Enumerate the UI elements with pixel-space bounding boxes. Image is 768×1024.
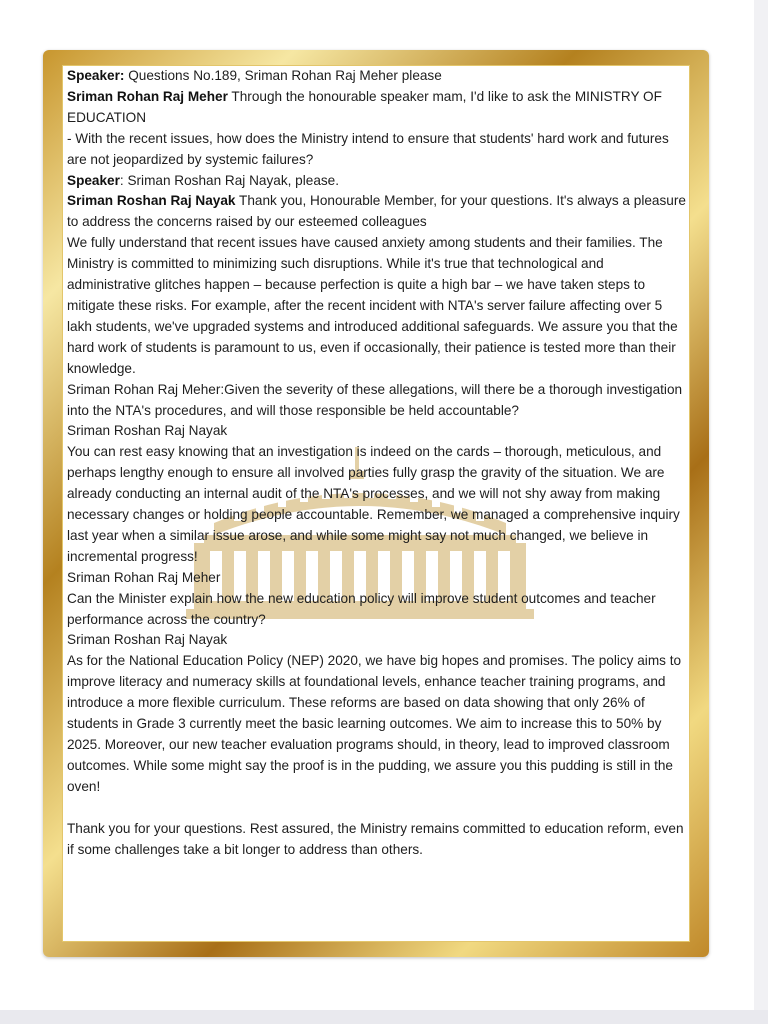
line-text: : Sriman Roshan Raj Nayak, please. (119, 172, 340, 188)
transcript-line (67, 66, 686, 87)
transcript-line (67, 651, 686, 797)
speaker-name: Sriman Rohan Raj Meher (67, 88, 228, 104)
transcript-line (67, 191, 686, 233)
transcript-line (67, 380, 686, 422)
page-edge-bottom (0, 1010, 768, 1024)
transcript (67, 66, 686, 860)
line-text: Thank you for your questions. Rest assured, the Ministry remains committed to education reform, even if some challenges take a bit longer to address than others. (67, 820, 684, 857)
gold-frame (43, 50, 709, 957)
transcript-line (67, 233, 686, 379)
speaker-name: Speaker: (67, 68, 125, 83)
transcript-line (67, 129, 686, 171)
transcript-line (67, 171, 686, 192)
paragraph-gap (67, 798, 686, 819)
transcript-line (67, 819, 686, 861)
page-edge-right (754, 0, 768, 1024)
line-text: We fully understand that recent issues have caused anxiety among students and their families. The Ministry is committed to minimizing such disruptions. While it's true that technological and administrative glitches happen – because perfection is quite a high bar – we have taken steps to mitigate these risks. For example, after the recent incident with NTA's server failure affecting over 5 lakh students, we've upgraded systems and introduced additional safeguards. We assure you that the hard work of students is paramount to us, even if occasionally, their patience is tested more than their knowledge. (67, 235, 678, 376)
document-panel (62, 65, 690, 942)
transcript-line (67, 87, 686, 129)
line-text: Sriman Rohan Raj Meher:Given the severity of these allegations, will there be a thorough investigation into the NTA's procedures, and will those responsible be held accountable? (67, 381, 683, 418)
line-text: As for the National Education Policy (NEP) 2020, we have big hopes and promises. The policy aims to improve literacy and numeracy skills at foundational levels, enhance teacher training programs, and introduce a more flexible curriculum. These reforms are based on data showing that only 26% of students in Grade 3 currently meet the basic learning outcomes. We aim to increase this to 50% by 2025. Moreover, our new teacher evaluation programs should, in theory, lead to improved classroom outcomes. While some might say the proof is in the pudding, we assure you this pudding is still in the oven! (67, 653, 682, 794)
line-text: Sriman Roshan Raj Nayak (67, 632, 228, 648)
transcript-line (67, 630, 686, 651)
line-text: Sriman Rohan Raj Meher (67, 569, 221, 585)
transcript-line (67, 568, 686, 589)
line-text: You can rest easy knowing that an investigation is indeed on the cards – thorough, meticulous, and perhaps lengthy enough to ensure all involved parties fully grasp the gravity of the situation. We are already conducting an internal audit of the NTA's processes, and we will not shy away from making necessary changes or holding people accountable. Remember, we managed a comprehensive inquiry last year when a similar issue arose, and while some might say not much changed, we believe in incremental progress! (67, 444, 680, 564)
transcript-line (67, 442, 686, 567)
line-text: Questions No.189, Sriman Rohan Raj Meher please (124, 68, 442, 83)
line-text: Thank you, Honourable Member, for your questions. It's always a pleasure to address the concerns raised by our esteemed colleagues (67, 193, 686, 230)
transcript-line (67, 589, 686, 631)
line-text: Through the honourable speaker mam, I'd like to ask the MINISTRY OF EDUCATION (67, 88, 662, 125)
line-text: Sriman Roshan Raj Nayak (67, 423, 228, 439)
speaker-name: Sriman Roshan Raj Nayak (67, 193, 236, 209)
line-text: - With the recent issues, how does the Ministry intend to ensure that students' hard work and futures are not jeopardized by systemic failures? (67, 130, 669, 167)
line-text: Can the Minister explain how the new education policy will improve student outcomes and teacher performance across the country? (67, 590, 656, 627)
transcript-line (67, 421, 686, 442)
speaker-name: Speaker (67, 172, 120, 188)
